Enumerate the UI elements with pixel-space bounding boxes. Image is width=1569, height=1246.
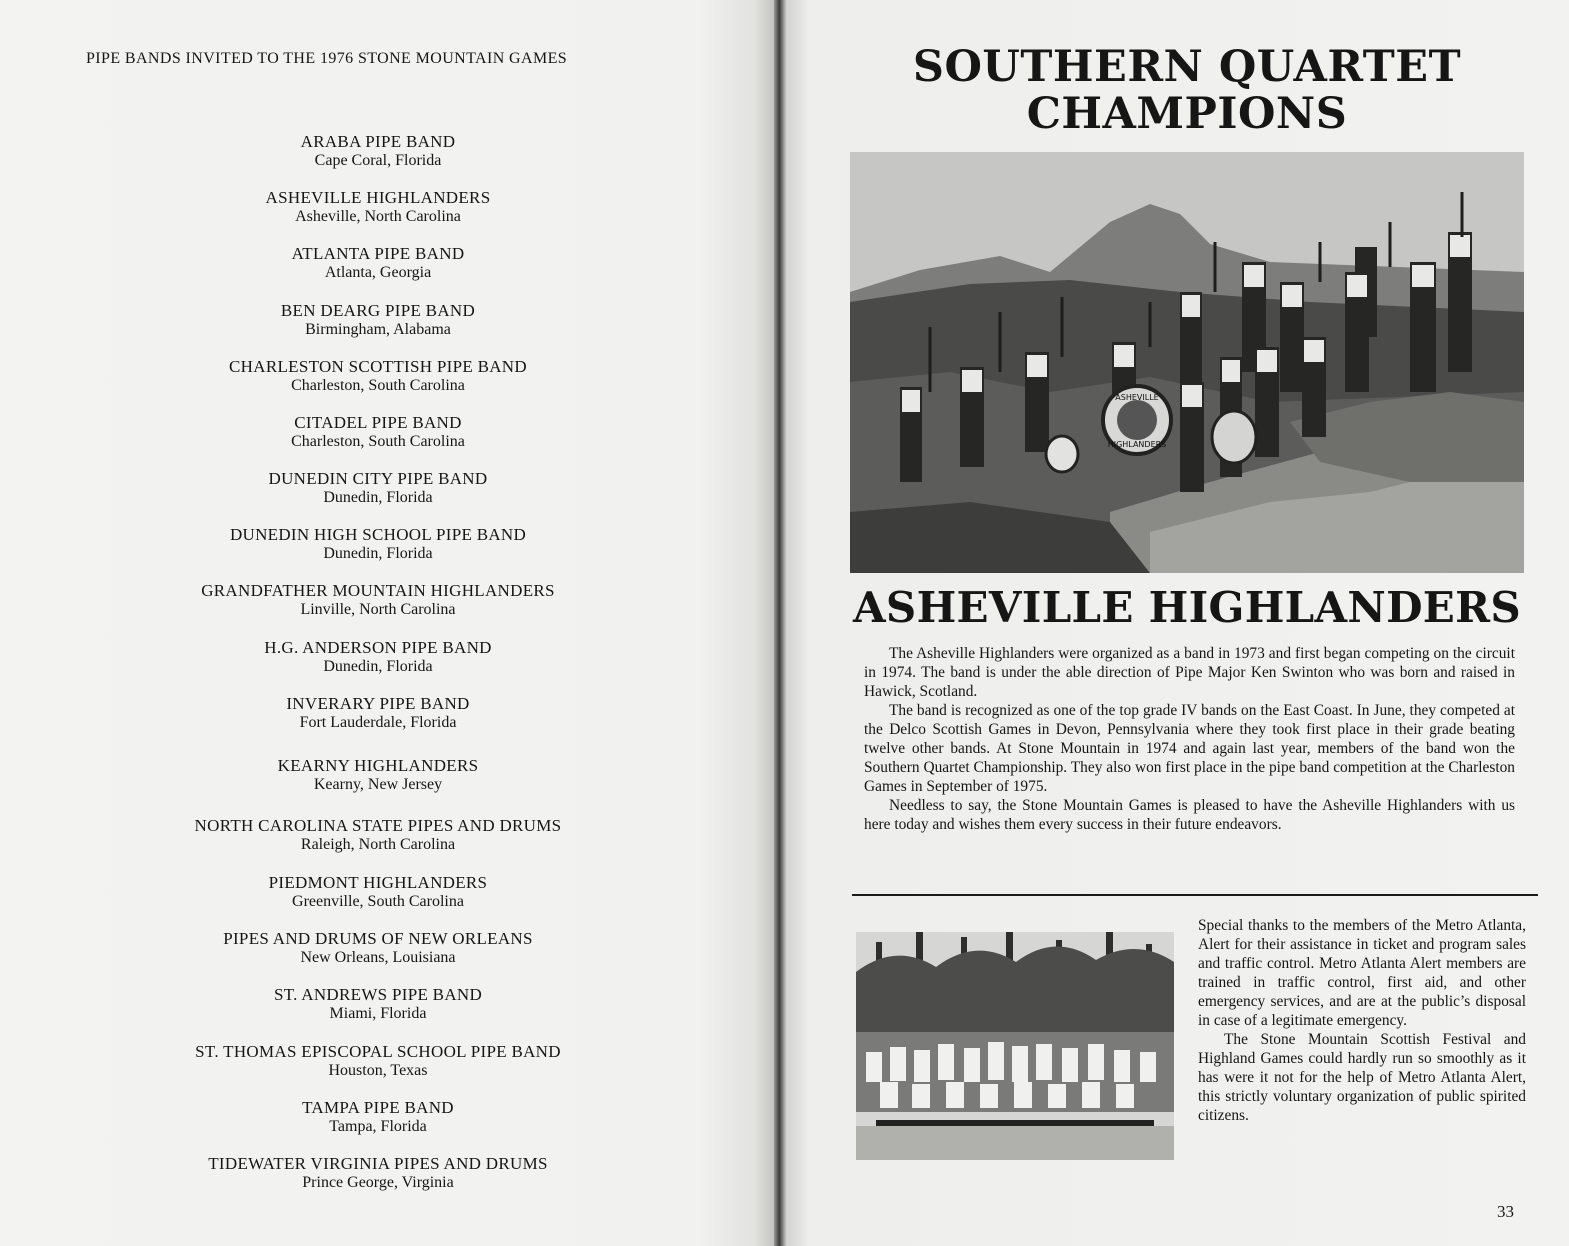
band-name: NORTH CAROLINA STATE PIPES AND DRUMS xyxy=(194,816,562,835)
band-name: ARABA PIPE BAND xyxy=(300,132,456,151)
band-location: Miami, Florida xyxy=(329,1005,427,1022)
band-location: Kearny, New Jersey xyxy=(313,776,443,793)
thanks-note xyxy=(1198,916,1526,1125)
band-entry xyxy=(0,1098,756,1136)
band-entry xyxy=(0,413,756,451)
band-name: ST. THOMAS EPISCOPAL SCHOOL PIPE BAND xyxy=(195,1042,561,1061)
headline-line-2: CHAMPIONS xyxy=(1026,89,1348,139)
band-title: ASHEVILLE HIGHLANDERS xyxy=(853,583,1521,632)
band-name: DUNEDIN HIGH SCHOOL PIPE BAND xyxy=(229,525,527,544)
band-entry xyxy=(0,816,756,854)
band-name: BEN DEARG PIPE BAND xyxy=(280,301,476,320)
band-location: Linville, North Carolina xyxy=(300,601,456,618)
band-photo xyxy=(850,152,1524,573)
band-entry xyxy=(0,581,756,619)
band-location: Dunedin, Florida xyxy=(323,545,433,562)
band-name: CHARLESTON SCOTTISH PIPE BAND xyxy=(229,357,527,376)
band-entry xyxy=(0,985,756,1023)
thanks-paragraph: The Stone Mountain Scottish Festival and Highland Games could hardly run so smoothly as it has were it not for the help of Metro Atlanta Alert, this strictly voluntary organization of public spirited citizens. xyxy=(1198,1031,1526,1124)
band-location: New Orleans, Louisiana xyxy=(300,949,456,966)
band-location: Charleston, South Carolina xyxy=(291,377,465,394)
band-name: PIEDMONT HIGHLANDERS xyxy=(268,873,488,892)
thanks-paragraph: Special thanks to the members of the Metro Atlanta, Alert for their assistance in ticket and program sales and traffic control. Metro Atlanta Alert members are trained in traffic control, first aid, and other emergency services, and are at the public’s disposal in case of a legitimate emergency. xyxy=(1198,917,1526,1029)
band-entry xyxy=(0,1154,756,1192)
band-location: Dunedin, Florida xyxy=(323,489,433,506)
binding-gutter xyxy=(774,0,786,1246)
band-name: KEARNY HIGHLANDERS xyxy=(277,756,479,775)
group-photo xyxy=(856,932,1174,1160)
band-name: ST. ANDREWS PIPE BAND xyxy=(273,985,483,1004)
band-location: Prince George, Virginia xyxy=(302,1174,454,1191)
band-location: Charleston, South Carolina xyxy=(291,433,465,450)
band-name: DUNEDIN CITY PIPE BAND xyxy=(268,469,488,488)
section-divider xyxy=(852,894,1538,896)
headline-line-1: SOUTHERN QUARTET xyxy=(912,42,1462,92)
band-entry xyxy=(0,469,756,507)
band-location: Greenville, South Carolina xyxy=(292,893,464,910)
band-entry xyxy=(0,525,756,563)
band-location: Fort Lauderdale, Florida xyxy=(299,714,457,731)
band-name: GRANDFATHER MOUNTAIN HIGHLANDERS xyxy=(201,581,555,600)
band-name: PIPES AND DRUMS OF NEW ORLEANS xyxy=(223,929,533,948)
drum-text-bottom: HIGHLANDERS xyxy=(1107,440,1167,449)
band-entry xyxy=(0,694,756,732)
page-number: 33 xyxy=(1497,1202,1514,1221)
band-name: TAMPA PIPE BAND xyxy=(302,1098,454,1117)
band-entry xyxy=(0,188,756,226)
band-name: INVERARY PIPE BAND xyxy=(286,694,470,713)
band-entry xyxy=(0,244,756,282)
band-location: Houston, Texas xyxy=(328,1062,428,1079)
band-location: Cape Coral, Florida xyxy=(314,152,442,169)
band-entry xyxy=(0,756,756,794)
band-entry xyxy=(0,873,756,911)
band-name: H.G. ANDERSON PIPE BAND xyxy=(264,638,492,657)
band-name: ASHEVILLE HIGHLANDERS xyxy=(265,188,491,207)
band-entry xyxy=(0,132,756,170)
drum-text-top: ASHEVILLE xyxy=(1115,393,1159,402)
article-paragraph: The band is recognized as one of the top grade IV bands on the East Coast. In June, they competed at the Delco Scottish Games in Devon, Pennsylvania where they took first place in their grade beating twelve other bands. At Stone Mountain in 1974 and again last year, members of the band won the Southern Quartet Championship. They also won first place in the pipe band competition at the Charleston Games in September of 1975. xyxy=(864,702,1515,795)
band-location: Asheville, North Carolina xyxy=(295,208,461,225)
band-name: ATLANTA PIPE BAND xyxy=(291,244,465,263)
page-headline xyxy=(850,44,1524,138)
band-name: CITADEL PIPE BAND xyxy=(294,413,462,432)
band-location: Raleigh, North Carolina xyxy=(300,836,456,853)
list-heading: PIPE BANDS INVITED TO THE 1976 STONE MOUNTAIN GAMES xyxy=(86,50,568,67)
band-location: Tampa, Florida xyxy=(329,1118,427,1135)
band-entry xyxy=(0,301,756,339)
band-entry xyxy=(0,1042,756,1080)
band-location: Birmingham, Alabama xyxy=(305,321,451,338)
article-body xyxy=(864,644,1515,834)
band-location: Dunedin, Florida xyxy=(323,658,433,675)
left-page xyxy=(0,0,778,1246)
article-paragraph: The Asheville Highlanders were organized as a band in 1973 and first began competing on the circuit in 1974. The band is under the able direction of Pipe Major Ken Swinton who was born and raised in Hawick, Scotland. xyxy=(864,645,1515,700)
band-name: TIDEWATER VIRGINIA PIPES AND DRUMS xyxy=(208,1154,548,1173)
band-entry xyxy=(0,638,756,676)
band-entry xyxy=(0,357,756,395)
band-location: Atlanta, Georgia xyxy=(324,264,432,281)
band-entry xyxy=(0,929,756,967)
article-paragraph: Needless to say, the Stone Mountain Games is pleased to have the Asheville Highlanders with us here today and wishes them every success in their future endeavors. xyxy=(864,797,1515,833)
